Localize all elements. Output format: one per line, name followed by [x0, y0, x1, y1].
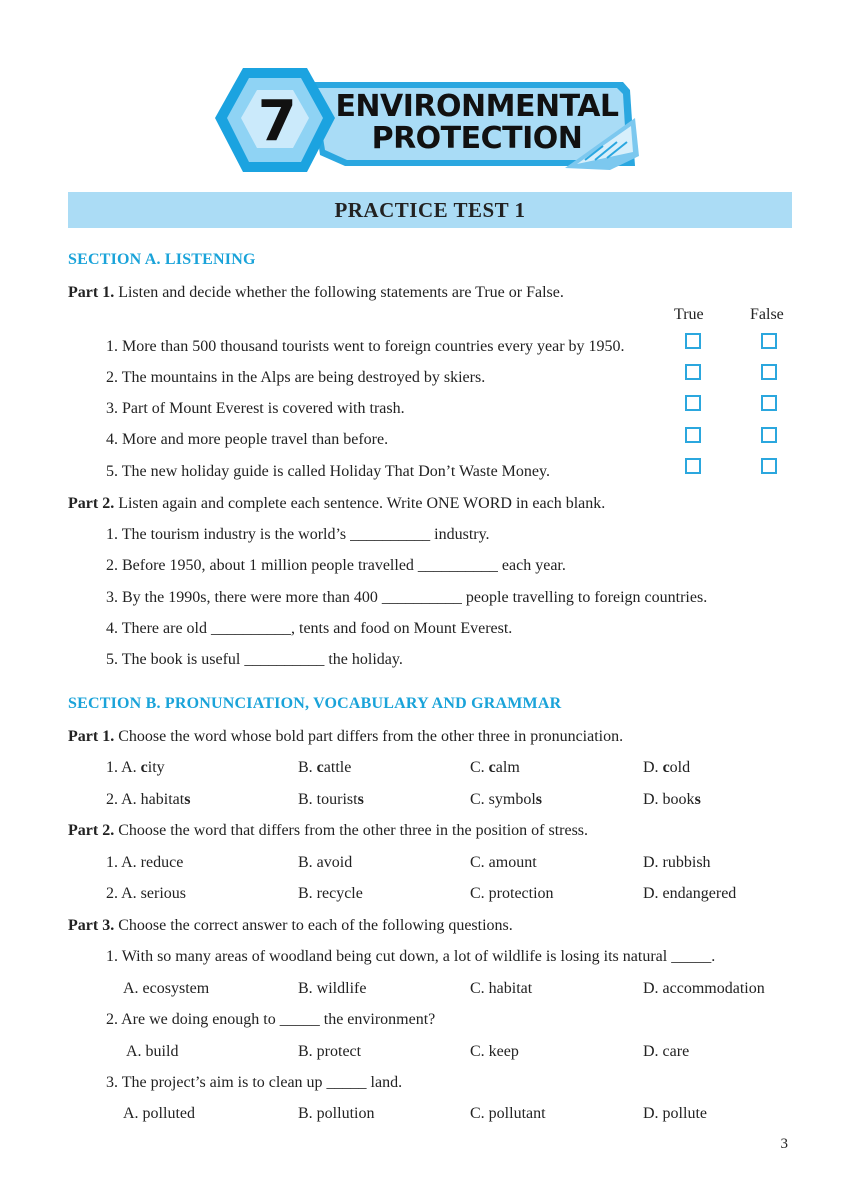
- stress-q1-option-a: 1. A. reduce: [106, 854, 184, 871]
- section-b-title: SECTION B. PRONUNCIATION, VOCABULARY AND GRAMMAR: [68, 695, 562, 712]
- part-label: Part 2.: [68, 495, 115, 512]
- mcq-3-option-d: D. pollute: [643, 1105, 707, 1122]
- false-checkbox-2[interactable]: [761, 364, 777, 380]
- unit-logo: [215, 60, 645, 180]
- part-instruction: Listen again and complete each sentence. Write ONE WORD in each blank.: [118, 495, 606, 512]
- page-number: 3: [780, 1136, 788, 1152]
- practice-test-banner: [68, 192, 792, 228]
- unit-number: 7: [257, 89, 297, 154]
- mcq-3-option-c: C. pollutant: [470, 1105, 546, 1122]
- false-checkbox-4[interactable]: [761, 427, 777, 443]
- mcq-2-option-c: C. keep: [470, 1043, 519, 1060]
- fill-blank-2: 2. Before 1950, about 1 million people travelled __________ each year.: [106, 557, 566, 574]
- true-checkbox-5[interactable]: [685, 458, 701, 474]
- false-checkbox-1[interactable]: [761, 333, 777, 349]
- part-instruction: Choose the correct answer to each of the following questions.: [118, 917, 513, 934]
- false-checkbox-5[interactable]: [761, 458, 777, 474]
- true-checkbox-1[interactable]: [685, 333, 701, 349]
- section-a-title: SECTION A. LISTENING: [68, 251, 256, 268]
- mcq-2-option-b: B. protect: [298, 1043, 362, 1060]
- fill-blank-5: 5. The book is useful __________ the holiday.: [106, 651, 403, 668]
- part-instruction: Listen and decide whether the following statements are True or False.: [118, 284, 564, 301]
- mcq-3-option-a: A. polluted: [123, 1105, 195, 1122]
- mcq-2-option-d: D. care: [643, 1043, 690, 1060]
- pron-q1-option-d: D. cold: [643, 759, 691, 776]
- tf-statement-1: 1. More than 500 thousand tourists went to foreign countries every year by 1950.: [106, 338, 625, 355]
- true-checkbox-3[interactable]: [685, 395, 701, 411]
- pron-q1-option-a: 1. A. city: [106, 759, 165, 776]
- part-label: Part 1.: [68, 284, 115, 301]
- pron-q1-option-b: B. cattle: [298, 759, 352, 776]
- section-a-part2-heading: [68, 494, 605, 514]
- part-instruction: Choose the word that differs from the other three in the position of stress.: [118, 822, 589, 839]
- practice-test-title: PRACTICE TEST 1: [334, 198, 526, 222]
- false-column-header: False: [750, 306, 784, 323]
- part-label: Part 2.: [68, 822, 115, 839]
- fill-blank-1: 1. The tourism industry is the world’s __________ industry.: [106, 526, 490, 543]
- mcq-1-option-c: C. habitat: [470, 980, 533, 997]
- part-label: Part 3.: [68, 917, 115, 934]
- pron-q2-option-c: C. symbols: [470, 791, 543, 808]
- mcq-1-option-b: B. wildlife: [298, 980, 367, 997]
- stress-q1-option-d: D. rubbish: [643, 854, 711, 871]
- section-b-part2-heading: [68, 821, 588, 841]
- section-b-part1-heading: [68, 727, 623, 747]
- mcq-2-stem: 2. Are we doing enough to _____ the environment?: [106, 1011, 436, 1028]
- tf-statement-3: 3. Part of Mount Everest is covered with trash.: [106, 400, 405, 417]
- true-checkbox-4[interactable]: [685, 427, 701, 443]
- mcq-1-option-d: D. accommodation: [643, 980, 765, 997]
- stress-q2-option-b: B. recycle: [298, 885, 363, 902]
- mcq-1-stem: 1. With so many areas of woodland being cut down, a lot of wildlife is losing its natural _____.: [106, 948, 716, 965]
- stress-q2-option-d: D. endangered: [643, 885, 737, 902]
- tf-statement-5: 5. The new holiday guide is called Holiday That Don’t Waste Money.: [106, 463, 550, 480]
- mcq-3-stem: 3. The project’s aim is to clean up _____ land.: [106, 1074, 403, 1091]
- mcq-1-option-a: A. ecosystem: [123, 980, 210, 997]
- stress-q2-option-c: C. protection: [470, 885, 554, 902]
- stress-q1-option-c: C. amount: [470, 854, 537, 871]
- pron-q1-option-c: C. calm: [470, 759, 520, 776]
- pron-q2-option-a: 2. A. habitats: [106, 791, 191, 808]
- part-label: Part 1.: [68, 728, 115, 745]
- pron-q2-option-d: D. books: [643, 791, 701, 808]
- fill-blank-4: 4. There are old __________, tents and food on Mount Everest.: [106, 620, 513, 637]
- pron-q2-option-b: B. tourists: [298, 791, 364, 808]
- unit-title-line2: PROTECTION: [371, 121, 583, 156]
- mcq-2-option-a: A. build: [126, 1043, 179, 1060]
- true-checkbox-2[interactable]: [685, 364, 701, 380]
- mcq-3-option-b: B. pollution: [298, 1105, 375, 1122]
- section-a-part1-heading: [68, 283, 564, 303]
- unit-title-line1: ENVIRONMENTAL: [335, 89, 619, 124]
- tf-statement-4: 4. More and more people travel than before.: [106, 431, 389, 448]
- false-checkbox-3[interactable]: [761, 395, 777, 411]
- part-instruction: Choose the word whose bold part differs from the other three in pronunciation.: [118, 728, 624, 745]
- tf-statement-2: 2. The mountains in the Alps are being destroyed by skiers.: [106, 369, 486, 386]
- true-column-header: True: [674, 306, 704, 323]
- stress-q1-option-b: B. avoid: [298, 854, 353, 871]
- section-b-part3-heading: [68, 916, 513, 936]
- stress-q2-option-a: 2. A. serious: [106, 885, 186, 902]
- fill-blank-3: 3. By the 1990s, there were more than 400 __________ people travelling to foreign countries.: [106, 589, 708, 606]
